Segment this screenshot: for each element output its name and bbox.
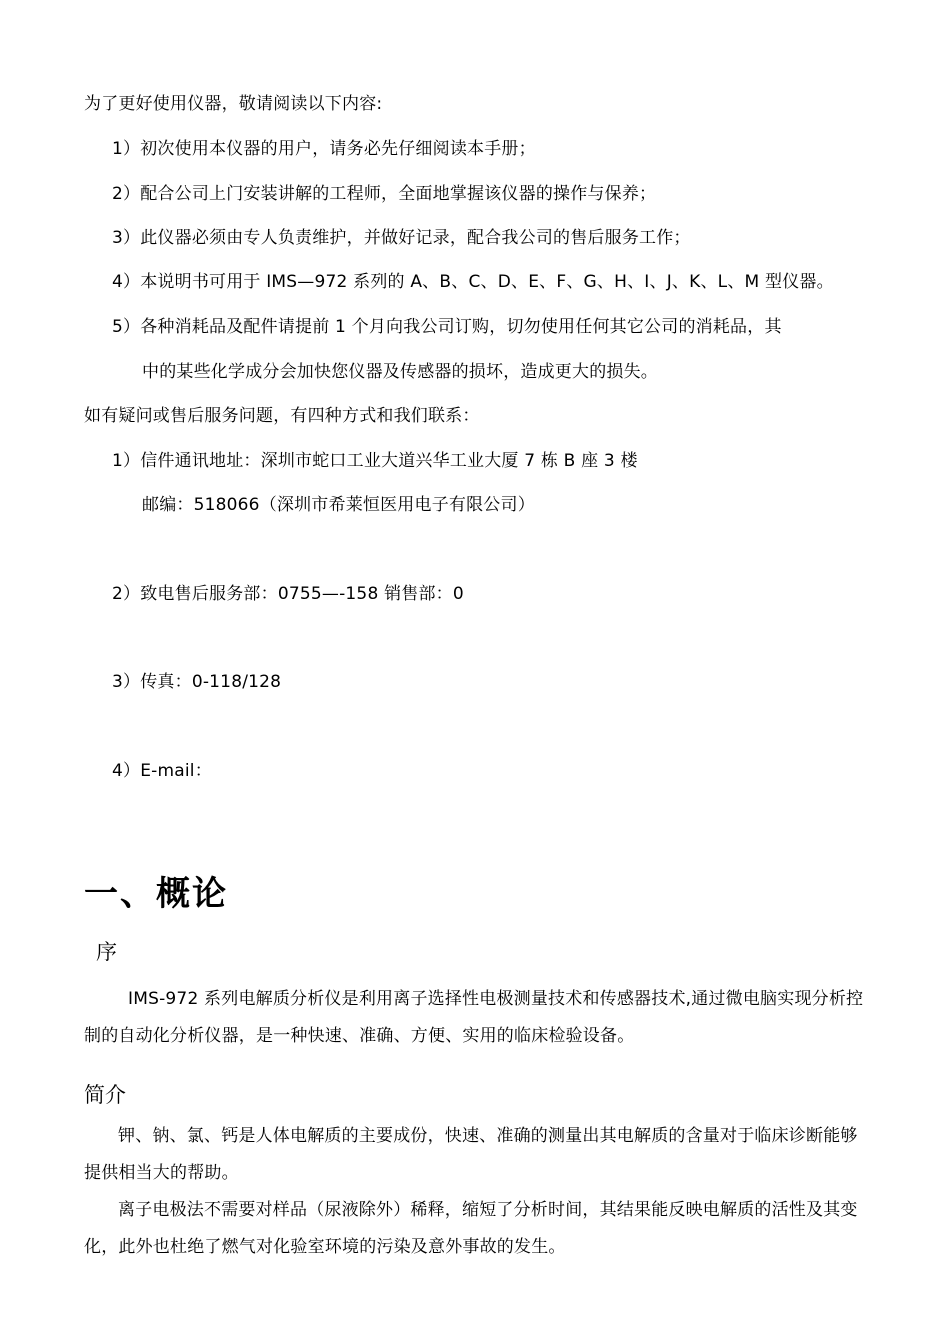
contact-lead: 如有疑问或售后服务问题，有四种方式和我们联系：: [84, 406, 480, 426]
notice-item-2: 2）配合公司上门安装讲解的工程师，全面地掌握该仪器的操作与保养；: [112, 184, 657, 204]
introduction-paragraph-2: 离子电极法不需要对样品（尿液除外）稀释，缩短了分析时间，其结果能反映电解质的活性及其变化，此外也杜绝了燃气对化验室环境的污染及意外事故的发生。: [84, 1200, 858, 1257]
contact-postcode: 邮编：518066（深圳市希莱恒医用电子有限公司）: [142, 495, 535, 515]
preface-heading: 序: [96, 940, 117, 964]
contact-email: 4）E-mail：: [112, 761, 212, 781]
notice-item-5: 5）各种消耗品及配件请提前 1 个月向我公司订购，切勿使用任何其它公司的消耗品，其: [112, 317, 782, 337]
reading-notice-lead: 为了更好使用仪器，敬请阅读以下内容:: [84, 94, 383, 114]
notice-item-1: 1）初次使用本仪器的用户，请务必先仔细阅读本手册；: [112, 139, 536, 159]
contact-fax: 3）传真：0-118/128: [112, 672, 282, 692]
contact-address: 1）信件通讯地址：深圳市蛇口工业大道兴华工业大厦 7 栋 B 座 3 楼: [112, 451, 638, 471]
notice-item-5-continued: 中的某些化学成分会加快您仪器及传感器的损坏，造成更大的损失。: [142, 362, 658, 382]
preface-paragraph: IMS-972 系列电解质分析仪是利用离子选择性电极测量技术和传感器技术,通过微电脑实现分析控制的自动化分析仪器，是一种快速、准确、方便、实用的临床检验设备。: [84, 989, 864, 1046]
notice-item-4: 4）本说明书可用于 IMS—972 系列的 A、B、C、D、E、F、G、H、I、J、K、L、M 型仪器。: [112, 272, 834, 292]
notice-item-3: 3）此仪器必须由专人负责维护，并做好记录，配合我公司的售后服务工作；: [112, 228, 691, 248]
chapter-title: 一、概论: [84, 874, 228, 914]
introduction-paragraph-1: 钾、钠、氯、钙是人体电解质的主要成份，快速、准确的测量出其电解质的含量对于临床诊断能够提供相当大的帮助。: [84, 1126, 858, 1183]
introduction-heading: 简介: [84, 1083, 126, 1107]
contact-phone: 2）致电售后服务部：0755—-158 销售部：0: [112, 584, 464, 604]
